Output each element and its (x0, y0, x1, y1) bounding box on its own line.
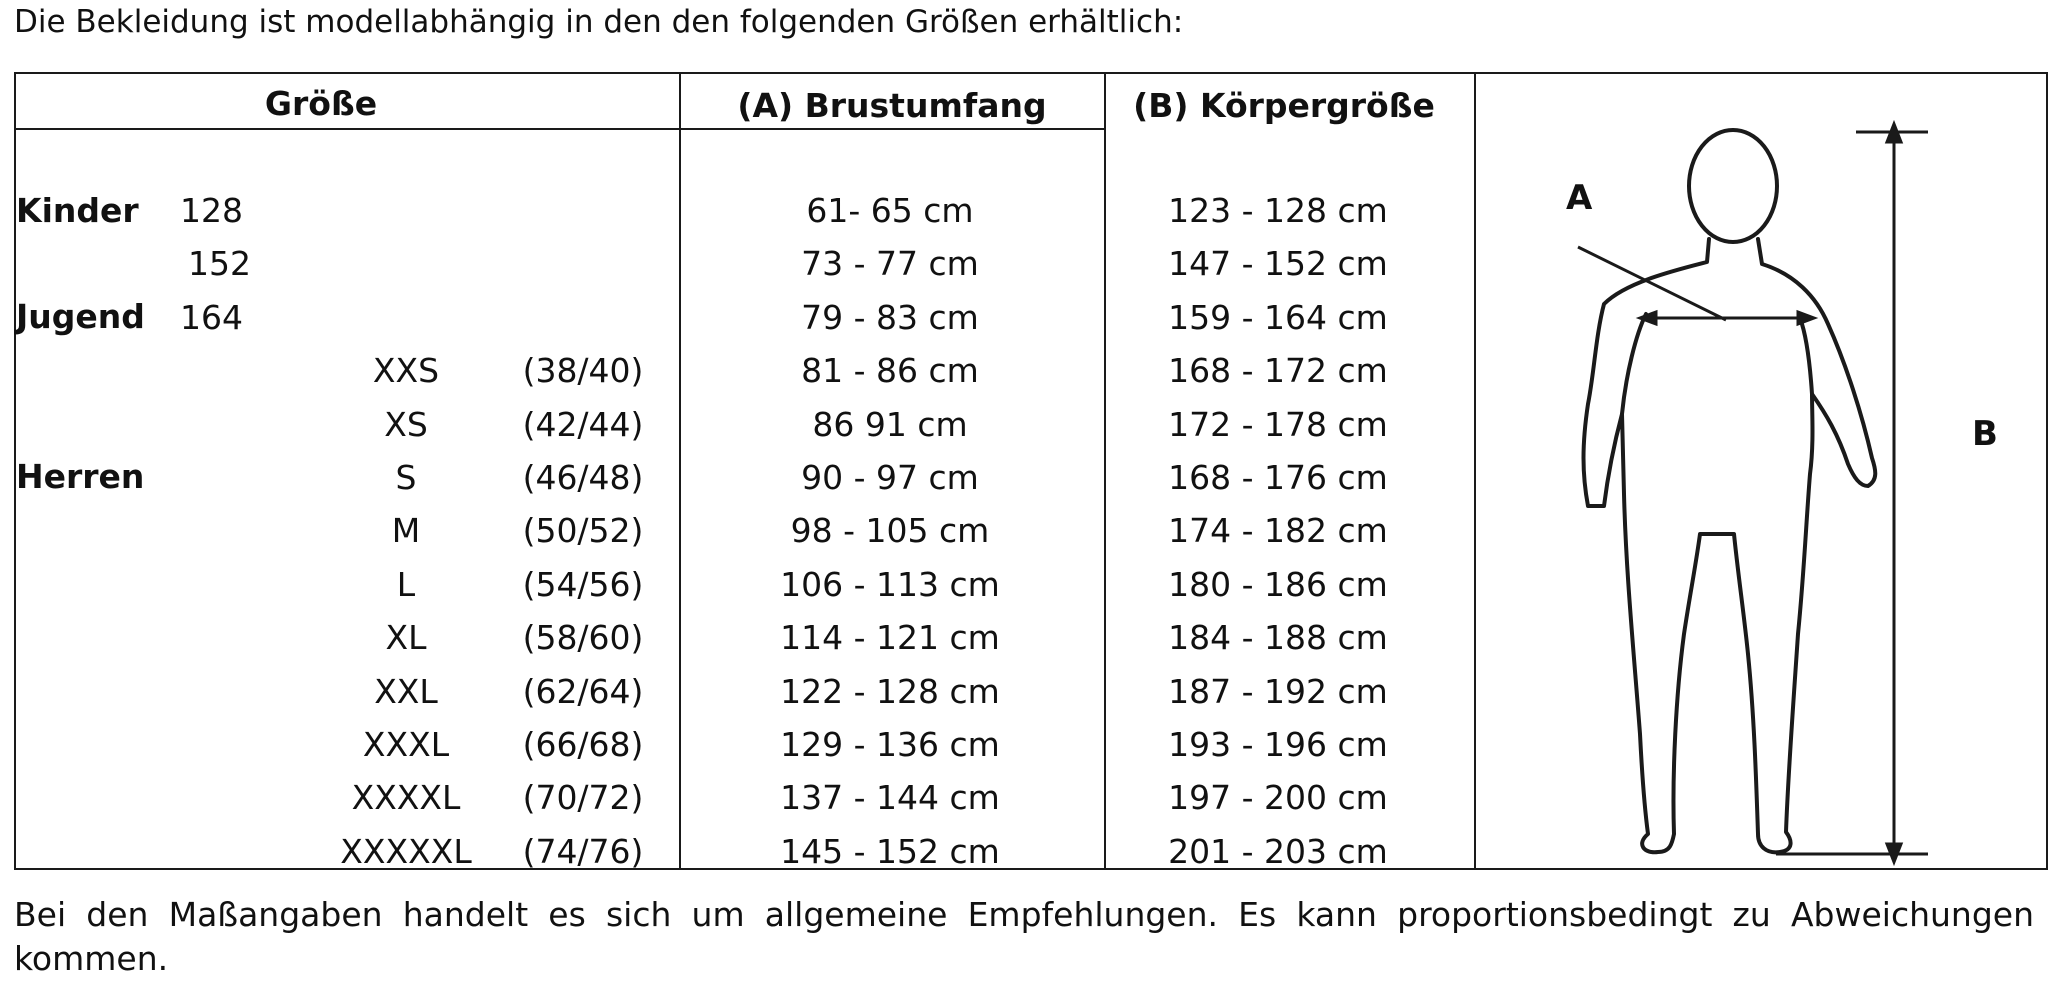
group-jugend: Jugend (16, 297, 145, 336)
height-value: 184 - 188 cm (1168, 618, 1388, 657)
chest-value: 137 - 144 cm (780, 778, 1000, 817)
eu-size-label: (54/56) (522, 565, 644, 604)
chest-value: 81 - 86 cm (801, 351, 979, 390)
height-arrow-bottom (1887, 844, 1901, 862)
column-divider (1104, 74, 1106, 868)
height-value: 174 - 182 cm (1168, 511, 1388, 550)
eu-size-label: (46/48) (522, 458, 644, 497)
chest-value: 79 - 83 cm (801, 298, 979, 337)
eu-size-label: (50/52) (522, 511, 644, 550)
height-value: 159 - 164 cm (1168, 298, 1388, 337)
figure-body-outline (1584, 239, 1876, 852)
size-label: 152 (188, 244, 251, 283)
chest-value: 90 - 97 cm (801, 458, 979, 497)
group-kinder: Kinder (16, 191, 139, 230)
height-value: 187 - 192 cm (1168, 672, 1388, 711)
size-label: XS (384, 405, 428, 444)
size-label: M (391, 511, 421, 550)
human-silhouette-icon (1476, 74, 2048, 868)
chest-value: 122 - 128 cm (780, 672, 1000, 711)
height-value: 197 - 200 cm (1168, 778, 1388, 817)
chest-value: 73 - 77 cm (801, 244, 979, 283)
chest-value: 106 - 113 cm (780, 565, 1000, 604)
chest-arrow-right (1798, 312, 1814, 324)
chest-value: 98 - 105 cm (790, 511, 990, 550)
size-chart-table (14, 72, 2048, 870)
size-label: XXXXL (351, 778, 461, 817)
eu-size-label: (70/72) (522, 778, 644, 817)
intro-text: Die Bekleidung ist modellabhängig in den den folgenden Größen erhältlich: (14, 4, 1184, 40)
height-value: 147 - 152 cm (1168, 244, 1388, 283)
header-size: Größe (264, 84, 378, 123)
size-label: XXS (372, 351, 440, 390)
eu-size-label: (42/44) (522, 405, 644, 444)
chest-pointer-line (1578, 247, 1726, 320)
body-measurement-figure (1476, 74, 2048, 868)
height-value: 168 - 172 cm (1168, 351, 1388, 390)
eu-size-label: (38/40) (522, 351, 644, 390)
label-a: A (1566, 178, 1593, 218)
height-value: 201 - 203 cm (1168, 832, 1388, 871)
disclaimer-note: Bei den Maßangaben handelt es sich um allgemeine Empfehlungen. Es kann proportionsbedingt zu Abweichungen kommen. (14, 895, 2034, 978)
size-label: L (396, 565, 416, 604)
size-label: XXXXXL (340, 832, 472, 871)
group-herren: Herren (16, 457, 145, 496)
size-label: S (395, 458, 417, 497)
size-label: 128 (180, 191, 243, 230)
height-value: 172 - 178 cm (1168, 405, 1388, 444)
size-label: 164 (180, 298, 243, 337)
eu-size-label: (74/76) (522, 832, 644, 871)
height-value: 123 - 128 cm (1168, 191, 1388, 230)
chest-value: 86 91 cm (812, 405, 968, 444)
label-b: B (1972, 414, 1998, 454)
height-value: 180 - 186 cm (1168, 565, 1388, 604)
chest-value: 129 - 136 cm (780, 725, 1000, 764)
header-divider (16, 128, 1106, 130)
size-label: XL (385, 618, 427, 657)
header-chest: (A) Brustumfang (737, 86, 1047, 125)
eu-size-label: (66/68) (522, 725, 644, 764)
height-arrow-top (1887, 124, 1901, 142)
chest-value: 114 - 121 cm (780, 618, 1000, 657)
header-height: (B) Körpergröße (1133, 86, 1435, 125)
eu-size-label: (58/60) (522, 618, 644, 657)
eu-size-label: (62/64) (522, 672, 644, 711)
figure-right-arm-inner (1800, 318, 1812, 394)
height-value: 193 - 196 cm (1168, 725, 1388, 764)
figure-left-arm-inner (1622, 314, 1646, 414)
size-label: XXXL (362, 725, 450, 764)
chest-value: 61- 65 cm (806, 191, 974, 230)
size-label: XXL (374, 672, 438, 711)
chest-value: 145 - 152 cm (780, 832, 1000, 871)
height-value: 168 - 176 cm (1168, 458, 1388, 497)
figure-head (1689, 130, 1777, 242)
column-divider (679, 74, 681, 868)
